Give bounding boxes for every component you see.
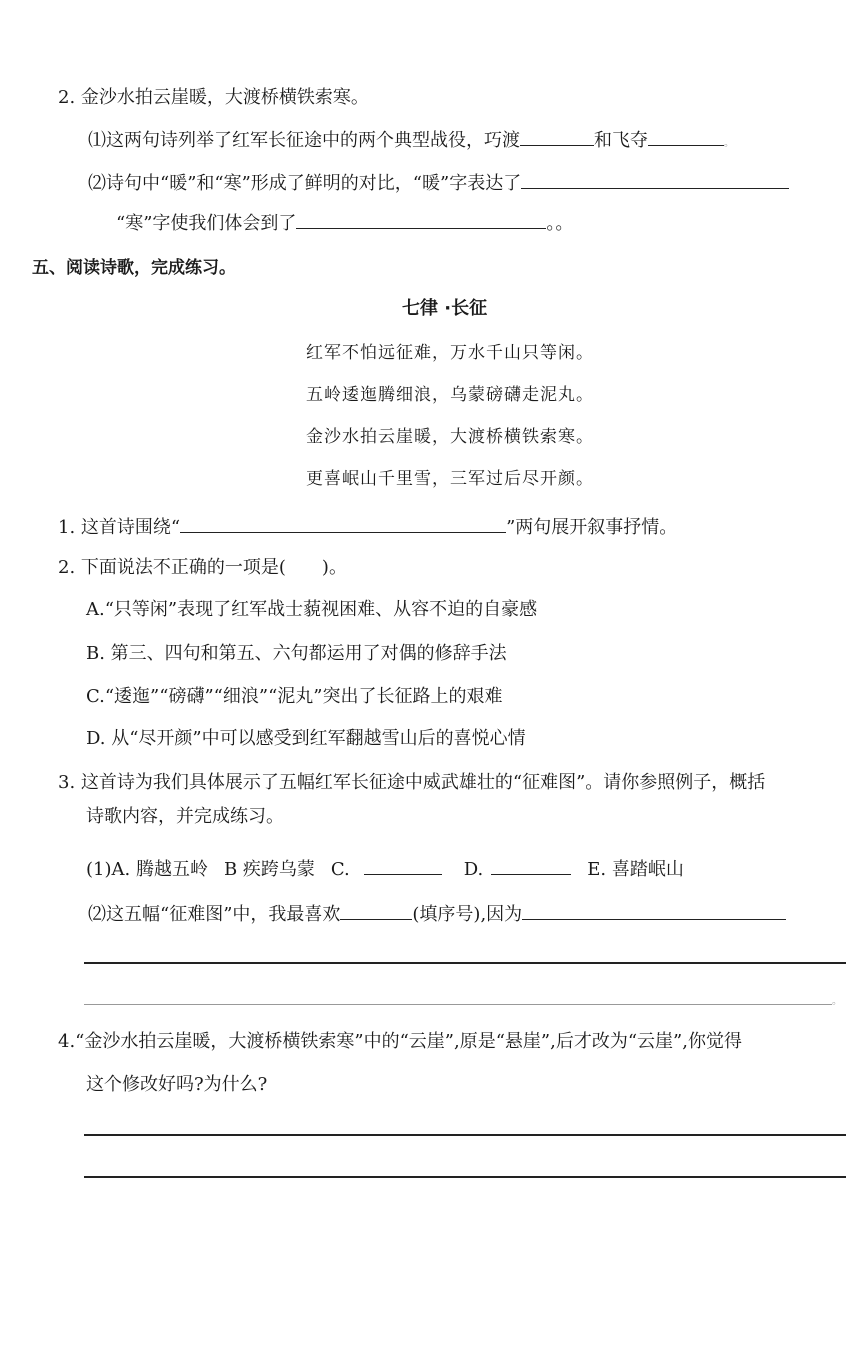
answer-line[interactable] xyxy=(84,1176,846,1178)
answer-blank-warm[interactable] xyxy=(521,170,789,189)
answer-blank-theme[interactable] xyxy=(180,514,506,533)
answer-blank-crossing[interactable] xyxy=(520,127,594,146)
question-4-line-2: 这个修改好吗?为什么? xyxy=(86,1074,268,1095)
poem-line-3: 金沙水拍云崖暖，大渡桥横铁索寒。 xyxy=(306,427,594,447)
poem-line-2: 五岭逶迤腾细浪，乌蒙磅礴走泥丸。 xyxy=(306,385,594,405)
answer-blank-reason[interactable] xyxy=(522,901,786,920)
question-2: 2. 下面说法不正确的一项是( )。 xyxy=(58,557,347,578)
option-d[interactable]: D. 从“尽开颜”中可以感受到红军翻越雪山后的喜悦心情 xyxy=(86,728,526,749)
answer-blank-capture[interactable] xyxy=(648,127,724,146)
poem-line-1: 红军不怕远征难，万水千山只等闲。 xyxy=(306,343,594,363)
answer-blank-choice[interactable] xyxy=(340,901,412,920)
answer-blank-c[interactable] xyxy=(364,856,442,875)
poem-title: 七律 ·长征 xyxy=(402,298,488,319)
option-a[interactable]: A.“只等闲”表现了红军战士藐视困难、从容不迫的自豪感 xyxy=(86,599,538,620)
question-3-2: ⑵这五幅“征难图”中，我最喜欢 (填序号),因为 xyxy=(88,901,786,927)
section-5-heading: 五、阅读诗歌，完成练习。 xyxy=(32,258,236,278)
question-2-2-continued: “寒”字使我们体会到了 。。 xyxy=(116,210,573,236)
question-1: 1. 这首诗围绕“ ”两句展开叙事抒情。 xyxy=(58,514,677,540)
question-3-1: (1)A. 腾越五岭 B 疾跨乌蒙 C. D. E. 喜踏岷山 xyxy=(86,856,684,882)
poem-line-4: 更喜岷山千里雪，三军过后尽开颜。 xyxy=(306,469,594,489)
question-4-line-1: 4.“金沙水拍云崖暖，大渡桥横铁索寒”中的“云崖”,原是“悬崖”,后才改为“云崖”,你觉得 xyxy=(58,1031,742,1052)
answer-blank-cold[interactable] xyxy=(296,210,546,229)
answer-blank-d[interactable] xyxy=(491,856,571,875)
question-3-line-2: 诗歌内容，并完成练习。 xyxy=(86,806,284,827)
answer-line[interactable] xyxy=(84,1134,846,1136)
answer-line[interactable] xyxy=(84,962,846,964)
question-3-line-1: 3. 这首诗为我们具体展示了五幅红军长征途中威武雄壮的“征难图”。请你参照例子，概括 xyxy=(58,772,766,793)
line-end-mark: 。 xyxy=(832,996,842,1007)
option-b[interactable]: B. 第三、四句和第五、六句都运用了对偶的修辞手法 xyxy=(86,643,507,664)
question-2-title: 2. 金沙水拍云崖暖，大渡桥横铁索寒。 xyxy=(58,87,369,108)
option-c[interactable]: C.“逶迤”“磅礴”“细浪”“泥丸”突出了长征路上的艰难 xyxy=(86,686,503,707)
question-2-2: ⑵诗句中“暖”和“寒”形成了鲜明的对比，“暖”字表达了 xyxy=(88,170,789,196)
question-2-1: ⑴这两句诗列举了红军长征途中的两个典型战役，巧渡 和飞夺 。 xyxy=(88,127,734,156)
answer-line[interactable] xyxy=(84,1004,832,1005)
